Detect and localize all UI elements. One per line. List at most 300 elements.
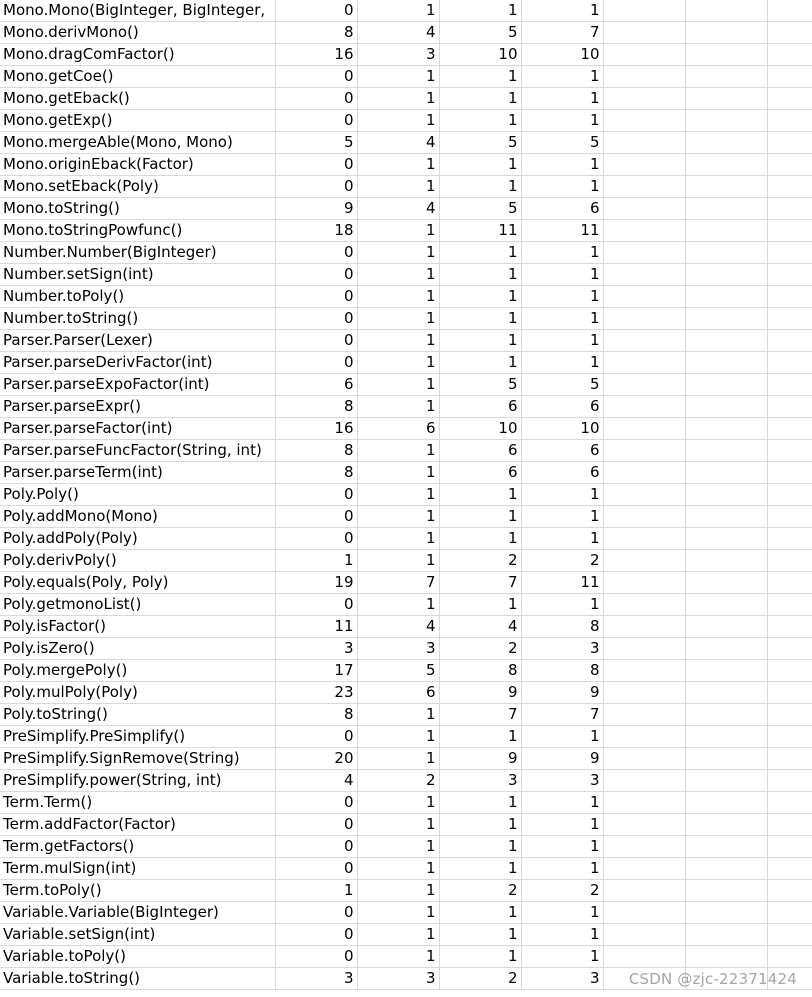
empty-cell[interactable] <box>603 792 685 814</box>
empty-cell[interactable] <box>767 374 812 396</box>
metric-cell[interactable]: 1 <box>357 396 439 418</box>
metric-cell[interactable]: 0 <box>275 814 357 836</box>
method-name-cell[interactable]: Parser.parseFactor(int) <box>0 418 275 440</box>
empty-cell[interactable] <box>685 616 767 638</box>
metric-cell[interactable]: 0 <box>275 792 357 814</box>
empty-cell[interactable] <box>685 726 767 748</box>
metric-cell[interactable]: 0 <box>275 242 357 264</box>
method-name-cell[interactable]: Term.toPoly() <box>0 880 275 902</box>
empty-cell[interactable] <box>603 132 685 154</box>
empty-cell[interactable] <box>767 396 812 418</box>
metric-cell[interactable]: 1 <box>439 0 521 22</box>
empty-cell[interactable] <box>603 66 685 88</box>
metric-cell[interactable]: 7 <box>521 22 603 44</box>
empty-cell[interactable] <box>767 726 812 748</box>
metric-cell[interactable]: 10 <box>439 418 521 440</box>
metric-cell[interactable]: 1 <box>439 352 521 374</box>
empty-cell[interactable] <box>685 880 767 902</box>
empty-cell[interactable] <box>767 572 812 594</box>
metric-cell[interactable]: 0 <box>275 176 357 198</box>
method-name-cell[interactable]: Number.Number(BigInteger) <box>0 242 275 264</box>
metric-cell[interactable]: 1 <box>439 242 521 264</box>
empty-cell[interactable] <box>603 638 685 660</box>
metric-cell[interactable]: 0 <box>275 330 357 352</box>
empty-cell[interactable] <box>685 308 767 330</box>
method-name-cell[interactable]: PreSimplify.PreSimplify() <box>0 726 275 748</box>
empty-cell[interactable] <box>603 264 685 286</box>
metric-cell[interactable]: 5 <box>521 374 603 396</box>
metric-cell[interactable]: 0 <box>275 154 357 176</box>
method-name-cell[interactable]: Poly.addPoly(Poly) <box>0 528 275 550</box>
metric-cell[interactable]: 6 <box>521 396 603 418</box>
empty-cell[interactable] <box>685 110 767 132</box>
empty-cell[interactable] <box>603 0 685 22</box>
empty-cell[interactable] <box>767 836 812 858</box>
metric-cell[interactable]: 1 <box>521 484 603 506</box>
method-name-cell[interactable]: Poly.isZero() <box>0 638 275 660</box>
metric-cell[interactable]: 1 <box>521 924 603 946</box>
empty-cell[interactable] <box>685 242 767 264</box>
metric-cell[interactable]: 1 <box>521 352 603 374</box>
empty-cell[interactable] <box>603 968 685 990</box>
metric-cell[interactable]: 18 <box>275 220 357 242</box>
metric-cell[interactable]: 1 <box>357 836 439 858</box>
metric-cell[interactable]: 4 <box>439 616 521 638</box>
metric-cell[interactable]: 20 <box>275 748 357 770</box>
metric-cell[interactable]: 1 <box>357 726 439 748</box>
empty-cell[interactable] <box>603 836 685 858</box>
empty-cell[interactable] <box>767 22 812 44</box>
metric-cell[interactable]: 1 <box>521 726 603 748</box>
empty-cell[interactable] <box>603 924 685 946</box>
metric-cell[interactable]: 4 <box>357 198 439 220</box>
metric-cell[interactable]: 11 <box>521 220 603 242</box>
metric-cell[interactable]: 1 <box>357 814 439 836</box>
method-name-cell[interactable]: Number.toPoly() <box>0 286 275 308</box>
metric-cell[interactable]: 9 <box>439 682 521 704</box>
metric-cell[interactable]: 2 <box>439 968 521 990</box>
metric-cell[interactable]: 4 <box>275 770 357 792</box>
empty-cell[interactable] <box>767 330 812 352</box>
empty-cell[interactable] <box>603 440 685 462</box>
empty-cell[interactable] <box>685 330 767 352</box>
empty-cell[interactable] <box>685 902 767 924</box>
method-name-cell[interactable]: Number.setSign(int) <box>0 264 275 286</box>
metric-cell[interactable]: 1 <box>357 374 439 396</box>
empty-cell[interactable] <box>767 220 812 242</box>
empty-cell[interactable] <box>685 396 767 418</box>
metric-cell[interactable]: 4 <box>357 132 439 154</box>
empty-cell[interactable] <box>685 418 767 440</box>
method-name-cell[interactable]: Poly.getmonoList() <box>0 594 275 616</box>
empty-cell[interactable] <box>603 726 685 748</box>
method-name-cell[interactable]: Variable.setSign(int) <box>0 924 275 946</box>
empty-cell[interactable] <box>685 264 767 286</box>
metric-cell[interactable]: 4 <box>357 22 439 44</box>
empty-cell[interactable] <box>767 594 812 616</box>
method-name-cell[interactable]: Poly.toString() <box>0 704 275 726</box>
method-name-cell[interactable]: Term.mulSign(int) <box>0 858 275 880</box>
empty-cell[interactable] <box>603 286 685 308</box>
metric-cell[interactable]: 1 <box>357 506 439 528</box>
metric-cell[interactable]: 1 <box>521 814 603 836</box>
metric-cell[interactable]: 3 <box>357 968 439 990</box>
metric-cell[interactable]: 9 <box>275 198 357 220</box>
method-name-cell[interactable]: Mono.getExp() <box>0 110 275 132</box>
metric-cell[interactable]: 1 <box>521 792 603 814</box>
method-name-cell[interactable]: Mono.toString() <box>0 198 275 220</box>
empty-cell[interactable] <box>603 748 685 770</box>
empty-cell[interactable] <box>603 484 685 506</box>
empty-cell[interactable] <box>603 704 685 726</box>
method-name-cell[interactable]: Parser.parseExpoFactor(int) <box>0 374 275 396</box>
empty-cell[interactable] <box>603 506 685 528</box>
method-name-cell[interactable]: Mono.getCoe() <box>0 66 275 88</box>
metric-cell[interactable]: 6 <box>439 440 521 462</box>
method-name-cell[interactable]: Mono.setEback(Poly) <box>0 176 275 198</box>
empty-cell[interactable] <box>767 440 812 462</box>
metric-cell[interactable]: 1 <box>357 748 439 770</box>
metric-cell[interactable]: 8 <box>521 616 603 638</box>
empty-cell[interactable] <box>767 748 812 770</box>
empty-cell[interactable] <box>603 242 685 264</box>
metric-cell[interactable]: 10 <box>521 44 603 66</box>
metric-cell[interactable]: 5 <box>439 22 521 44</box>
metric-cell[interactable]: 1 <box>521 528 603 550</box>
metric-cell[interactable]: 5 <box>439 132 521 154</box>
method-name-cell[interactable]: Poly.equals(Poly, Poly) <box>0 572 275 594</box>
metric-cell[interactable]: 6 <box>439 396 521 418</box>
metric-cell[interactable]: 8 <box>275 396 357 418</box>
empty-cell[interactable] <box>603 858 685 880</box>
metric-cell[interactable]: 9 <box>521 682 603 704</box>
empty-cell[interactable] <box>685 484 767 506</box>
method-name-cell[interactable]: Poly.mergePoly() <box>0 660 275 682</box>
empty-cell[interactable] <box>685 704 767 726</box>
empty-cell[interactable] <box>603 88 685 110</box>
empty-cell[interactable] <box>603 352 685 374</box>
metric-cell[interactable]: 0 <box>275 594 357 616</box>
metric-cell[interactable]: 1 <box>439 594 521 616</box>
empty-cell[interactable] <box>767 352 812 374</box>
metric-cell[interactable]: 1 <box>439 902 521 924</box>
empty-cell[interactable] <box>685 506 767 528</box>
empty-cell[interactable] <box>685 638 767 660</box>
metric-cell[interactable]: 1 <box>357 110 439 132</box>
empty-cell[interactable] <box>767 660 812 682</box>
metric-cell[interactable]: 2 <box>439 550 521 572</box>
metric-cell[interactable]: 6 <box>521 462 603 484</box>
metric-cell[interactable]: 0 <box>275 858 357 880</box>
empty-cell[interactable] <box>767 814 812 836</box>
metric-cell[interactable]: 1 <box>357 352 439 374</box>
empty-cell[interactable] <box>685 550 767 572</box>
metric-cell[interactable]: 1 <box>521 110 603 132</box>
method-name-cell[interactable]: Poly.mulPoly(Poly) <box>0 682 275 704</box>
metric-cell[interactable]: 8 <box>521 660 603 682</box>
empty-cell[interactable] <box>767 704 812 726</box>
empty-cell[interactable] <box>685 66 767 88</box>
metric-cell[interactable]: 3 <box>521 770 603 792</box>
metric-cell[interactable]: 8 <box>275 22 357 44</box>
empty-cell[interactable] <box>685 770 767 792</box>
empty-cell[interactable] <box>767 462 812 484</box>
method-name-cell[interactable]: Mono.Mono(BigInteger, BigInteger, <box>0 0 275 22</box>
empty-cell[interactable] <box>767 154 812 176</box>
metric-cell[interactable]: 1 <box>521 154 603 176</box>
metric-cell[interactable]: 1 <box>439 176 521 198</box>
metric-cell[interactable]: 1 <box>439 286 521 308</box>
metric-cell[interactable]: 5 <box>357 660 439 682</box>
metric-cell[interactable]: 1 <box>357 594 439 616</box>
empty-cell[interactable] <box>685 88 767 110</box>
empty-cell[interactable] <box>767 44 812 66</box>
metric-cell[interactable]: 5 <box>439 374 521 396</box>
metric-cell[interactable]: 19 <box>275 572 357 594</box>
empty-cell[interactable] <box>603 220 685 242</box>
metric-cell[interactable]: 2 <box>357 770 439 792</box>
empty-cell[interactable] <box>767 682 812 704</box>
metric-cell[interactable]: 2 <box>521 880 603 902</box>
method-name-cell[interactable]: Parser.parseDerivFactor(int) <box>0 352 275 374</box>
empty-cell[interactable] <box>685 594 767 616</box>
metric-cell[interactable]: 5 <box>275 132 357 154</box>
metric-cell[interactable]: 0 <box>275 506 357 528</box>
metric-cell[interactable]: 2 <box>439 638 521 660</box>
method-name-cell[interactable]: Parser.parseTerm(int) <box>0 462 275 484</box>
empty-cell[interactable] <box>603 198 685 220</box>
empty-cell[interactable] <box>767 638 812 660</box>
metric-cell[interactable]: 1 <box>439 836 521 858</box>
metric-cell[interactable]: 1 <box>439 528 521 550</box>
empty-cell[interactable] <box>603 374 685 396</box>
metric-cell[interactable]: 5 <box>439 198 521 220</box>
metric-cell[interactable]: 1 <box>357 0 439 22</box>
empty-cell[interactable] <box>603 396 685 418</box>
metric-cell[interactable]: 0 <box>275 286 357 308</box>
empty-cell[interactable] <box>685 154 767 176</box>
metric-cell[interactable]: 6 <box>521 198 603 220</box>
metric-cell[interactable]: 0 <box>275 484 357 506</box>
empty-cell[interactable] <box>767 132 812 154</box>
empty-cell[interactable] <box>603 594 685 616</box>
empty-cell[interactable] <box>685 660 767 682</box>
metric-cell[interactable]: 1 <box>275 880 357 902</box>
empty-cell[interactable] <box>685 682 767 704</box>
method-name-cell[interactable]: Term.addFactor(Factor) <box>0 814 275 836</box>
empty-cell[interactable] <box>603 330 685 352</box>
empty-cell[interactable] <box>767 924 812 946</box>
metric-cell[interactable]: 1 <box>357 242 439 264</box>
empty-cell[interactable] <box>767 946 812 968</box>
metric-cell[interactable]: 1 <box>357 946 439 968</box>
metric-cell[interactable]: 1 <box>521 308 603 330</box>
metric-cell[interactable]: 1 <box>357 66 439 88</box>
metric-cell[interactable]: 1 <box>357 528 439 550</box>
metric-cell[interactable]: 2 <box>439 880 521 902</box>
empty-cell[interactable] <box>603 616 685 638</box>
method-name-cell[interactable]: Mono.originEback(Factor) <box>0 154 275 176</box>
metric-cell[interactable]: 6 <box>275 374 357 396</box>
empty-cell[interactable] <box>603 462 685 484</box>
empty-cell[interactable] <box>767 286 812 308</box>
empty-cell[interactable] <box>767 88 812 110</box>
metric-cell[interactable]: 3 <box>521 968 603 990</box>
empty-cell[interactable] <box>603 660 685 682</box>
empty-cell[interactable] <box>685 374 767 396</box>
metric-cell[interactable]: 1 <box>357 858 439 880</box>
metric-cell[interactable]: 7 <box>521 704 603 726</box>
empty-cell[interactable] <box>685 748 767 770</box>
metric-cell[interactable]: 3 <box>439 770 521 792</box>
empty-cell[interactable] <box>685 814 767 836</box>
metric-cell[interactable]: 1 <box>521 506 603 528</box>
method-name-cell[interactable]: Mono.mergeAble(Mono, Mono) <box>0 132 275 154</box>
empty-cell[interactable] <box>767 484 812 506</box>
metric-cell[interactable]: 1 <box>521 286 603 308</box>
method-name-cell[interactable]: Parser.parseFuncFactor(String, int) <box>0 440 275 462</box>
empty-cell[interactable] <box>767 792 812 814</box>
method-name-cell[interactable]: Variable.toString() <box>0 968 275 990</box>
metric-cell[interactable]: 5 <box>521 132 603 154</box>
metric-cell[interactable]: 11 <box>521 572 603 594</box>
metric-cell[interactable]: 0 <box>275 836 357 858</box>
empty-cell[interactable] <box>685 440 767 462</box>
empty-cell[interactable] <box>603 176 685 198</box>
metric-cell[interactable]: 1 <box>275 550 357 572</box>
metric-cell[interactable]: 1 <box>357 88 439 110</box>
metric-cell[interactable]: 10 <box>521 418 603 440</box>
method-name-cell[interactable]: PreSimplify.SignRemove(String) <box>0 748 275 770</box>
metric-cell[interactable]: 1 <box>521 858 603 880</box>
method-name-cell[interactable]: Variable.Variable(BigInteger) <box>0 902 275 924</box>
metric-cell[interactable]: 0 <box>275 0 357 22</box>
metric-cell[interactable]: 1 <box>357 902 439 924</box>
metric-cell[interactable]: 0 <box>275 264 357 286</box>
method-name-cell[interactable]: Term.getFactors() <box>0 836 275 858</box>
empty-cell[interactable] <box>685 0 767 22</box>
empty-cell[interactable] <box>767 242 812 264</box>
metric-cell[interactable]: 7 <box>357 572 439 594</box>
method-name-cell[interactable]: Poly.derivPoly() <box>0 550 275 572</box>
metric-cell[interactable]: 1 <box>521 242 603 264</box>
metric-cell[interactable]: 0 <box>275 88 357 110</box>
empty-cell[interactable] <box>767 264 812 286</box>
empty-cell[interactable] <box>767 66 812 88</box>
empty-cell[interactable] <box>685 22 767 44</box>
metric-cell[interactable]: 1 <box>439 308 521 330</box>
metric-cell[interactable]: 11 <box>439 220 521 242</box>
empty-cell[interactable] <box>685 286 767 308</box>
empty-cell[interactable] <box>685 528 767 550</box>
empty-cell[interactable] <box>767 770 812 792</box>
metric-cell[interactable]: 17 <box>275 660 357 682</box>
metric-cell[interactable]: 1 <box>357 440 439 462</box>
empty-cell[interactable] <box>685 198 767 220</box>
empty-cell[interactable] <box>685 44 767 66</box>
metric-cell[interactable]: 0 <box>275 308 357 330</box>
metric-cell[interactable]: 0 <box>275 924 357 946</box>
metric-cell[interactable]: 1 <box>521 594 603 616</box>
metric-cell[interactable]: 1 <box>439 814 521 836</box>
metric-cell[interactable]: 16 <box>275 418 357 440</box>
metric-cell[interactable]: 0 <box>275 528 357 550</box>
metric-cell[interactable]: 11 <box>275 616 357 638</box>
empty-cell[interactable] <box>685 946 767 968</box>
metric-cell[interactable]: 0 <box>275 726 357 748</box>
metric-cell[interactable]: 1 <box>439 792 521 814</box>
metric-cell[interactable]: 1 <box>357 330 439 352</box>
metric-cell[interactable]: 3 <box>521 638 603 660</box>
method-name-cell[interactable]: Variable.toPoly() <box>0 946 275 968</box>
metric-cell[interactable]: 0 <box>275 110 357 132</box>
metric-cell[interactable]: 1 <box>357 704 439 726</box>
metric-cell[interactable]: 1 <box>357 462 439 484</box>
metric-cell[interactable]: 6 <box>357 682 439 704</box>
metric-cell[interactable]: 9 <box>521 748 603 770</box>
empty-cell[interactable] <box>767 506 812 528</box>
metric-cell[interactable]: 1 <box>521 88 603 110</box>
metric-cell[interactable]: 0 <box>275 66 357 88</box>
metric-cell[interactable]: 8 <box>275 462 357 484</box>
empty-cell[interactable] <box>767 110 812 132</box>
metric-cell[interactable]: 2 <box>521 550 603 572</box>
empty-cell[interactable] <box>603 418 685 440</box>
metric-cell[interactable]: 3 <box>357 638 439 660</box>
empty-cell[interactable] <box>603 682 685 704</box>
metric-cell[interactable]: 1 <box>521 66 603 88</box>
empty-cell[interactable] <box>603 528 685 550</box>
empty-cell[interactable] <box>767 550 812 572</box>
empty-cell[interactable] <box>767 176 812 198</box>
method-name-cell[interactable]: Poly.Poly() <box>0 484 275 506</box>
empty-cell[interactable] <box>603 946 685 968</box>
empty-cell[interactable] <box>603 814 685 836</box>
metric-cell[interactable]: 1 <box>439 924 521 946</box>
empty-cell[interactable] <box>767 528 812 550</box>
empty-cell[interactable] <box>767 858 812 880</box>
metric-cell[interactable]: 1 <box>439 88 521 110</box>
metric-cell[interactable]: 1 <box>439 858 521 880</box>
method-name-cell[interactable]: Term.Term() <box>0 792 275 814</box>
empty-cell[interactable] <box>603 154 685 176</box>
metric-cell[interactable]: 1 <box>439 484 521 506</box>
metric-cell[interactable]: 1 <box>439 154 521 176</box>
empty-cell[interactable] <box>685 132 767 154</box>
empty-cell[interactable] <box>603 572 685 594</box>
metric-cell[interactable]: 0 <box>275 946 357 968</box>
empty-cell[interactable] <box>603 110 685 132</box>
metric-cell[interactable]: 1 <box>357 792 439 814</box>
empty-cell[interactable] <box>603 880 685 902</box>
metric-cell[interactable]: 1 <box>439 66 521 88</box>
metric-cell[interactable]: 1 <box>357 176 439 198</box>
empty-cell[interactable] <box>685 836 767 858</box>
metric-cell[interactable]: 6 <box>439 462 521 484</box>
empty-cell[interactable] <box>603 770 685 792</box>
empty-cell[interactable] <box>603 902 685 924</box>
method-name-cell[interactable]: Number.toString() <box>0 308 275 330</box>
empty-cell[interactable] <box>685 352 767 374</box>
metric-cell[interactable]: 6 <box>357 418 439 440</box>
metric-cell[interactable]: 10 <box>439 44 521 66</box>
metric-cell[interactable]: 7 <box>439 572 521 594</box>
metric-cell[interactable]: 16 <box>275 44 357 66</box>
empty-cell[interactable] <box>767 968 812 990</box>
empty-cell[interactable] <box>767 0 812 22</box>
method-name-cell[interactable]: Mono.getEback() <box>0 88 275 110</box>
metric-cell[interactable]: 1 <box>357 484 439 506</box>
